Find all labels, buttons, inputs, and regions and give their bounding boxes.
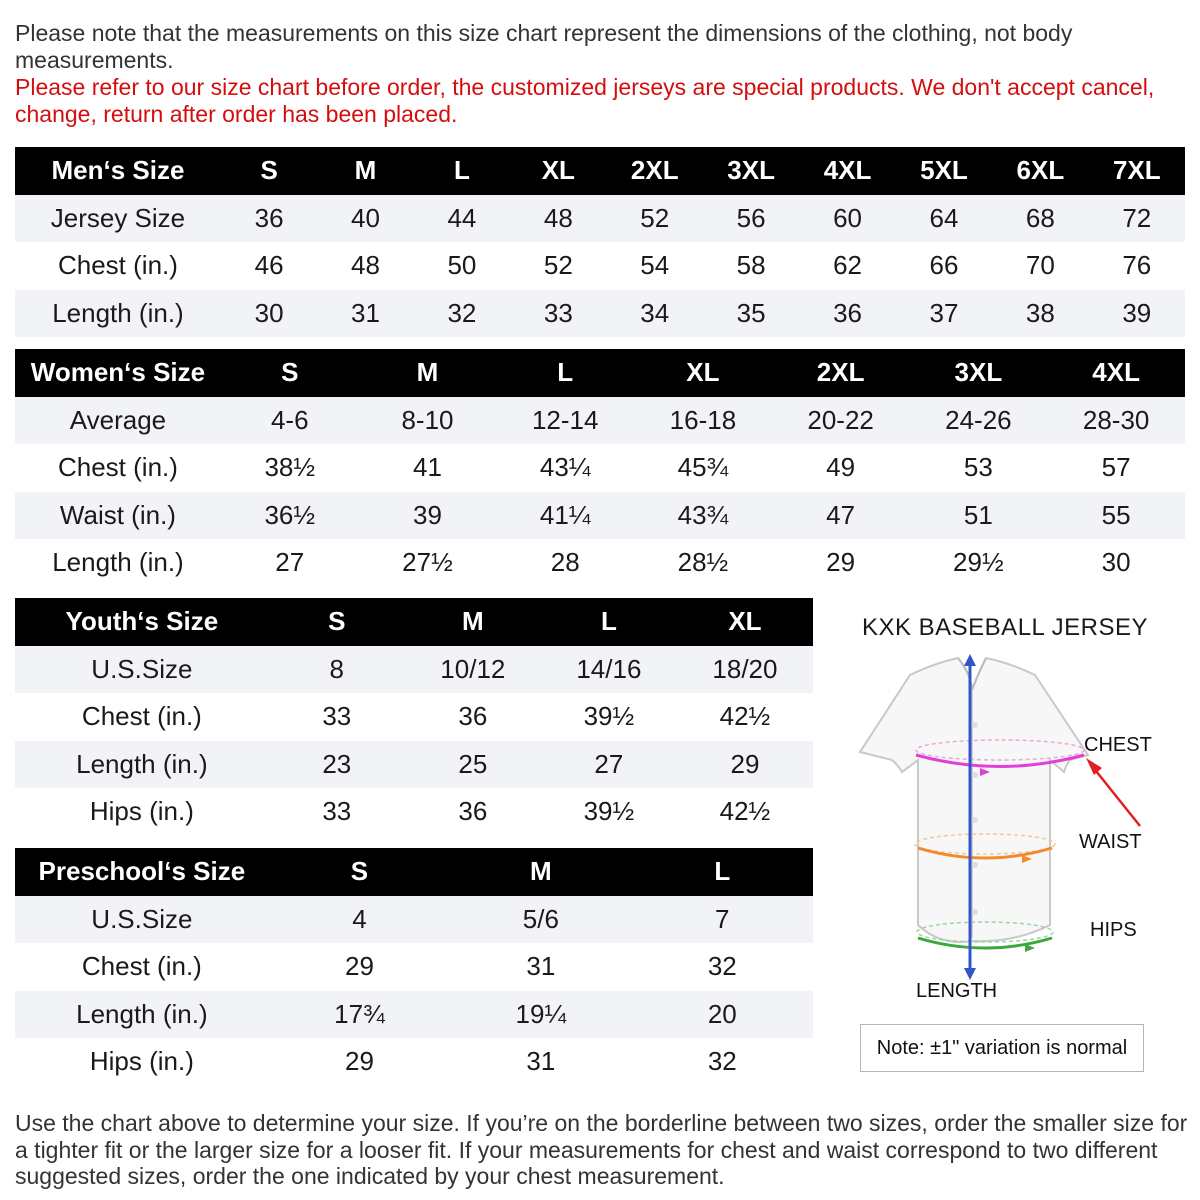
jersey-diagram bbox=[830, 600, 1200, 1080]
table-cell: 39 bbox=[1089, 290, 1185, 338]
table-cell: 57 bbox=[1101, 452, 1131, 483]
table-cell: 17¾ bbox=[269, 991, 450, 1039]
table-cell: 58 bbox=[736, 250, 766, 281]
table-cell: 25 bbox=[405, 741, 541, 789]
baseball-jersey-icon bbox=[830, 600, 1200, 1080]
waist-label: WAIST bbox=[1079, 831, 1142, 853]
table-row bbox=[15, 693, 813, 741]
variation-note: Note: ±1" variation is normal bbox=[860, 1024, 1144, 1072]
size-header-cell: M bbox=[405, 598, 541, 646]
table-cell: 39 bbox=[359, 492, 497, 540]
table-cell: 60 bbox=[799, 195, 895, 243]
size-header-cell: L bbox=[541, 598, 677, 646]
table-cell: 32 bbox=[707, 1046, 737, 1077]
table-row bbox=[15, 195, 1185, 243]
table-cell: 38½ bbox=[264, 452, 316, 483]
table-row bbox=[15, 397, 1185, 445]
row-label: Length (in.) bbox=[52, 547, 184, 578]
table-row bbox=[15, 242, 1185, 290]
row-label: Jersey Size bbox=[15, 195, 221, 243]
no-return-warning: Please refer to our size chart before order, the customized jerseys are special products. We don't accept cancel, change, return after order has been placed. bbox=[15, 74, 1155, 127]
top-notes bbox=[15, 20, 1185, 128]
table-cell: 49 bbox=[826, 452, 856, 483]
row-label: Length (in.) bbox=[15, 741, 269, 789]
table-cell: 43¾ bbox=[634, 492, 772, 540]
size-header-cell: S bbox=[221, 147, 317, 195]
size-header-cell: XL bbox=[634, 349, 772, 397]
table-cell: 48 bbox=[510, 195, 606, 243]
table-cell: 20-22 bbox=[772, 397, 910, 445]
table-cell: 41¼ bbox=[496, 492, 634, 540]
size-header-cell: XL bbox=[677, 598, 813, 646]
table-cell: 33 bbox=[510, 290, 606, 338]
size-category-label: Preschool‘s Size bbox=[15, 848, 269, 896]
table-cell: 62 bbox=[833, 250, 862, 281]
dimensions-note: Please note that the measurements on this size chart represent the dimensions of the clothing, not body measurements. bbox=[15, 20, 1073, 73]
table-cell: 29½ bbox=[953, 547, 1004, 578]
table-header-row bbox=[15, 848, 813, 896]
table-cell: 66 bbox=[929, 250, 959, 281]
chest-pointer-arrow bbox=[1092, 766, 1140, 826]
row-label: U.S.Size bbox=[15, 896, 269, 944]
table-cell: 18/20 bbox=[677, 646, 813, 694]
size-header-cell: XL bbox=[510, 147, 606, 195]
table-cell: 36½ bbox=[221, 492, 359, 540]
table-cell: 23 bbox=[269, 741, 405, 789]
womens-size-table bbox=[15, 349, 1185, 587]
table-row bbox=[15, 896, 813, 944]
table-cell: 31 bbox=[317, 290, 413, 338]
size-header-cell: 4XL bbox=[1047, 349, 1185, 397]
table-cell: 32 bbox=[707, 951, 737, 982]
table-cell: 20 bbox=[632, 991, 813, 1039]
table-cell: 42½ bbox=[719, 796, 771, 827]
size-header-cell: 2XL bbox=[772, 349, 910, 397]
table-cell: 29 bbox=[677, 741, 813, 789]
table-cell: 36 bbox=[221, 195, 317, 243]
length-label: LENGTH bbox=[916, 980, 998, 1002]
diagram-title: KXK BASEBALL JERSEY bbox=[861, 614, 1149, 641]
table-header-row bbox=[15, 349, 1185, 397]
table-cell: 34 bbox=[607, 290, 703, 338]
size-guidance-note: Use the chart above to determine your size. If you’re on the borderline between two sizes, order the smaller size for a tighter fit or the larger size for a looser fit. If your measurements for chest and waist correspond to two different suggested sizes, order the one indicated by your chest measurement. bbox=[15, 1110, 1188, 1189]
size-header-cell: S bbox=[269, 848, 450, 896]
table-cell: 55 bbox=[1047, 492, 1185, 540]
table-cell: 30 bbox=[1101, 547, 1131, 578]
table-header-row bbox=[15, 147, 1185, 195]
row-label: Waist (in.) bbox=[15, 492, 221, 540]
size-header-cell: 4XL bbox=[799, 147, 895, 195]
table-cell: 70 bbox=[1025, 250, 1055, 281]
size-header-cell: L bbox=[414, 147, 510, 195]
size-header-cell: 2XL bbox=[607, 147, 703, 195]
table-cell: 40 bbox=[317, 195, 413, 243]
table-cell: 76 bbox=[1122, 250, 1152, 281]
table-row bbox=[15, 788, 813, 836]
table-cell: 28½ bbox=[677, 547, 729, 578]
table-cell: 48 bbox=[351, 250, 380, 281]
size-header-cell: 3XL bbox=[910, 349, 1048, 397]
table-cell: 16-18 bbox=[634, 397, 772, 445]
hips-label: HIPS bbox=[1090, 919, 1137, 941]
table-cell: 29 bbox=[344, 1046, 374, 1077]
table-header-row bbox=[15, 598, 813, 646]
size-category-label: Youth‘s Size bbox=[15, 598, 269, 646]
table-cell: 52 bbox=[607, 195, 703, 243]
size-header-cell: S bbox=[269, 598, 405, 646]
table-cell: 14/16 bbox=[541, 646, 677, 694]
table-row bbox=[15, 1038, 813, 1086]
table-row bbox=[15, 290, 1185, 338]
table-cell: 44 bbox=[414, 195, 510, 243]
preschool-size-table bbox=[15, 848, 813, 1086]
table-cell: 36 bbox=[458, 701, 488, 732]
table-cell: 37 bbox=[896, 290, 992, 338]
table-cell: 43¼ bbox=[539, 452, 591, 483]
table-cell: 53 bbox=[963, 452, 993, 483]
size-category-label: Men‘s Size bbox=[15, 147, 221, 195]
row-label: U.S.Size bbox=[15, 646, 269, 694]
size-header-cell: M bbox=[317, 147, 413, 195]
table-cell: 36 bbox=[799, 290, 895, 338]
row-label: Hips (in.) bbox=[89, 796, 194, 827]
size-header-cell: L bbox=[632, 848, 813, 896]
table-row bbox=[15, 943, 813, 991]
size-header-cell: 3XL bbox=[703, 147, 799, 195]
row-label: Hips (in.) bbox=[89, 1046, 194, 1077]
table-cell: 36 bbox=[458, 796, 488, 827]
table-cell: 28-30 bbox=[1047, 397, 1185, 445]
row-label: Chest (in.) bbox=[57, 452, 178, 483]
row-label: Length (in.) bbox=[15, 290, 221, 338]
table-cell: 38 bbox=[992, 290, 1088, 338]
table-row bbox=[15, 539, 1185, 587]
table-cell: 39½ bbox=[583, 701, 635, 732]
table-cell: 33 bbox=[322, 701, 352, 732]
table-cell: 31 bbox=[526, 1046, 556, 1077]
table-cell: 64 bbox=[896, 195, 992, 243]
table-row bbox=[15, 991, 813, 1039]
table-cell: 35 bbox=[703, 290, 799, 338]
size-header-cell: M bbox=[359, 349, 497, 397]
row-label: Length (in.) bbox=[15, 991, 269, 1039]
table-cell: 31 bbox=[526, 951, 556, 982]
table-cell: 27 bbox=[541, 741, 677, 789]
jersey-body bbox=[860, 658, 1088, 942]
size-header-cell: 5XL bbox=[896, 147, 992, 195]
table-cell: 51 bbox=[910, 492, 1048, 540]
table-cell: 41 bbox=[413, 452, 442, 483]
table-cell: 4-6 bbox=[221, 397, 359, 445]
table-row bbox=[15, 492, 1185, 540]
row-label: Chest (in.) bbox=[81, 701, 202, 732]
table-cell: 27½ bbox=[402, 547, 453, 578]
size-header-cell: M bbox=[450, 848, 631, 896]
table-row bbox=[15, 444, 1185, 492]
table-cell: 7 bbox=[632, 896, 813, 944]
table-cell: 28 bbox=[550, 547, 580, 578]
size-header-cell: 7XL bbox=[1089, 147, 1185, 195]
size-header-cell: L bbox=[496, 349, 634, 397]
table-cell: 12-14 bbox=[496, 397, 634, 445]
table-cell: 29 bbox=[826, 547, 856, 578]
table-cell: 32 bbox=[414, 290, 510, 338]
table-cell: 52 bbox=[543, 250, 573, 281]
table-cell: 42½ bbox=[719, 701, 771, 732]
table-row bbox=[15, 646, 813, 694]
table-cell: 39½ bbox=[583, 796, 635, 827]
table-cell: 4 bbox=[269, 896, 450, 944]
table-cell: 47 bbox=[772, 492, 910, 540]
table-cell: 50 bbox=[447, 250, 477, 281]
mens-size-table bbox=[15, 147, 1185, 337]
row-label: Chest (in.) bbox=[57, 250, 178, 281]
table-cell: 33 bbox=[322, 796, 352, 827]
table-cell: 8-10 bbox=[359, 397, 497, 445]
row-label: Average bbox=[15, 397, 221, 445]
size-category-label: Women‘s Size bbox=[15, 349, 221, 397]
table-cell: 46 bbox=[254, 250, 284, 281]
table-cell: 72 bbox=[1089, 195, 1185, 243]
table-cell: 19¼ bbox=[450, 991, 631, 1039]
table-cell: 8 bbox=[269, 646, 405, 694]
table-row bbox=[15, 741, 813, 789]
youths-size-table bbox=[15, 598, 813, 836]
table-cell: 27 bbox=[275, 547, 305, 578]
chest-label: CHEST bbox=[1084, 734, 1152, 756]
table-cell: 30 bbox=[221, 290, 317, 338]
table-cell: 56 bbox=[703, 195, 799, 243]
table-cell: 68 bbox=[992, 195, 1088, 243]
table-cell: 5/6 bbox=[450, 896, 631, 944]
size-header-cell: S bbox=[221, 349, 359, 397]
table-cell: 45¾ bbox=[677, 452, 729, 483]
row-label: Chest (in.) bbox=[81, 951, 202, 982]
size-header-cell: 6XL bbox=[992, 147, 1088, 195]
table-cell: 24-26 bbox=[910, 397, 1048, 445]
table-cell: 10/12 bbox=[405, 646, 541, 694]
table-cell: 54 bbox=[640, 250, 670, 281]
table-cell: 29 bbox=[344, 951, 374, 982]
